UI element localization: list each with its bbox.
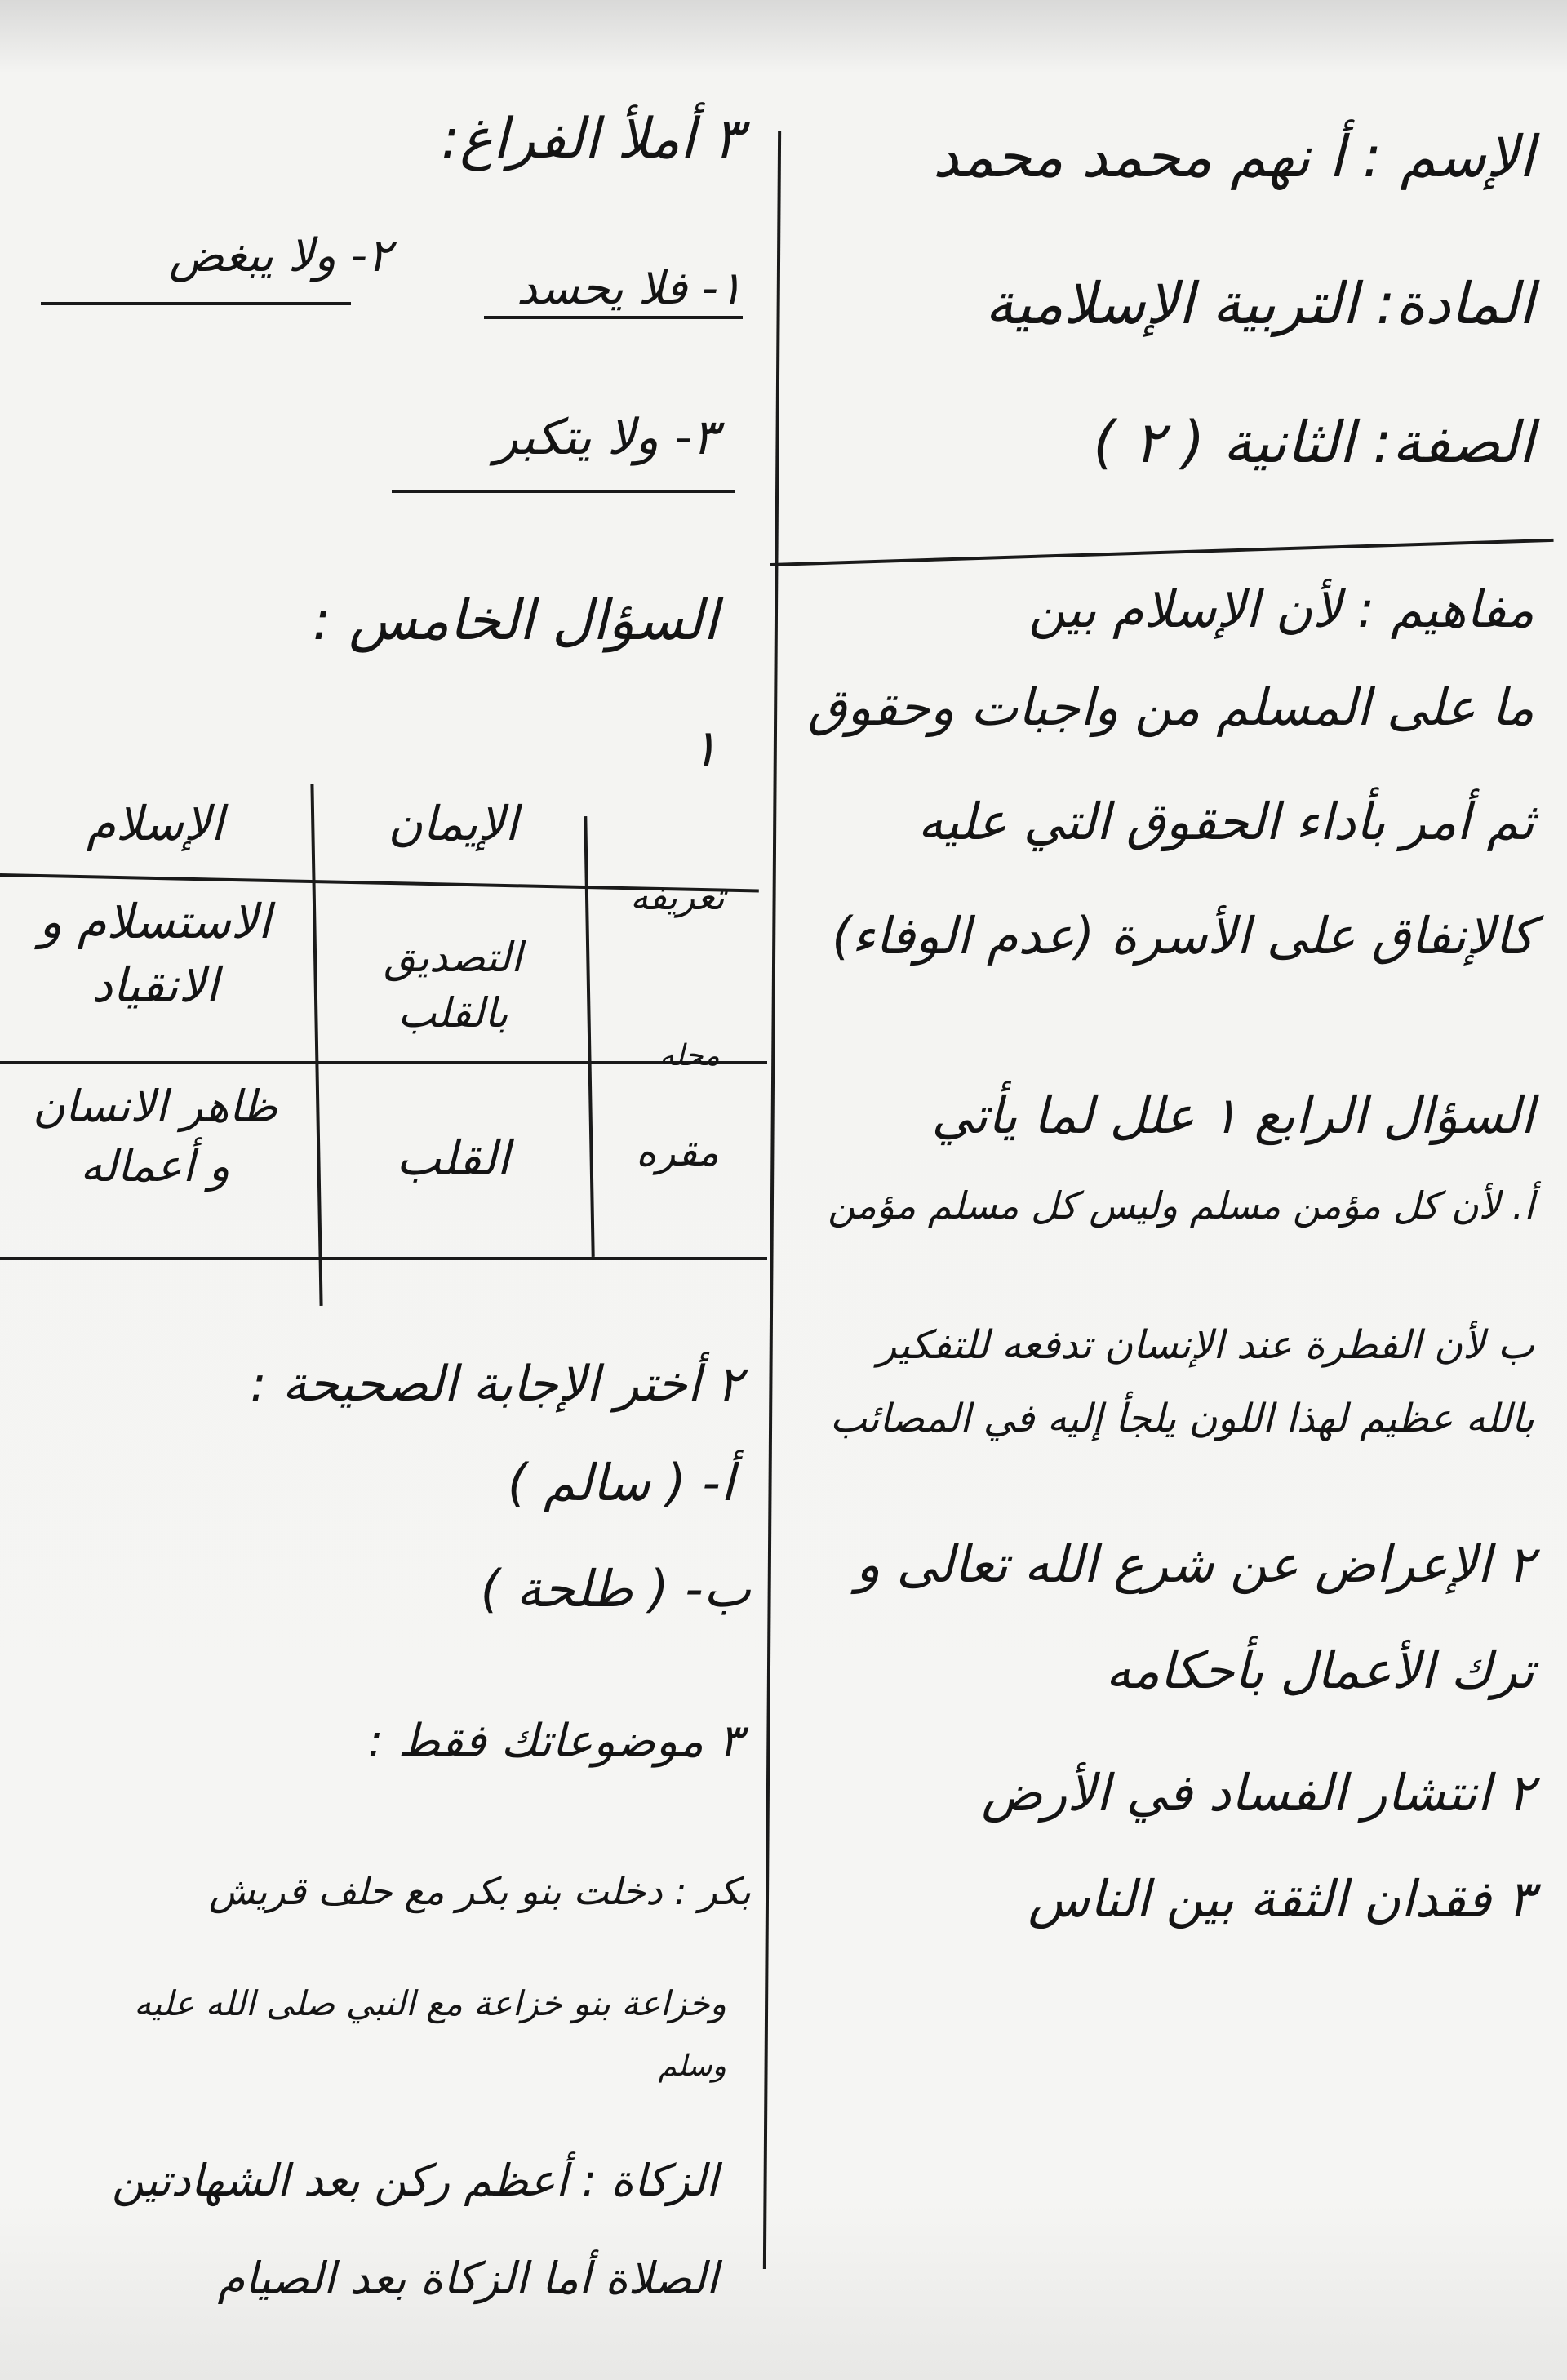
q5-3-line-5: الصلاة أما الزكاة بعد الصيام	[217, 2253, 718, 2304]
q4-answer-c: ٢ انتشار الفساد في الأرض	[981, 1763, 1534, 1823]
fill-answer-2: ٢- ولا يبغض	[169, 229, 392, 282]
q2-line-1: مفاهيم : لأن الإسلام بين	[1028, 579, 1534, 639]
q5-3-line-3: وسلم	[658, 2049, 726, 2083]
table-vrule-1	[310, 784, 322, 1306]
q4-answer-b-2: بالله عظيم لهذا اللون يلجأ إليه في المصائب	[829, 1396, 1534, 1441]
q2-line-3: ثم أمر بأداء الحقوق التي عليه	[917, 792, 1534, 851]
fill-line-3	[392, 490, 735, 493]
header-separator	[770, 539, 1554, 566]
fill-line-2	[41, 302, 351, 305]
grade-line: الصفة: الثانية ( ٢ )	[1093, 409, 1534, 476]
q5-3-line-1: بكر : دخلت بنو بكر مع حلف قريش	[208, 1869, 751, 1913]
fill-answer-1: ١- فلا يحسد	[484, 261, 743, 319]
q4-answer-3: ٣ فقدان الثقة بين الناس	[1028, 1869, 1534, 1929]
q5-3-title: ٣ موضوعاتك فقط :	[367, 1715, 743, 1768]
table-col-iman: الإيمان	[388, 796, 518, 851]
table-vrule-2	[584, 816, 594, 1257]
q5-2-answer-b: ب- ( طلحة )	[480, 1559, 751, 1618]
q4-title: السؤال الرابع ١ علل لما يأتي	[931, 1086, 1534, 1145]
q5-3-line-4: الزكاة : أعظم ركن بعد الشهادتين	[112, 2155, 718, 2206]
table-row-definition: تعريفه	[630, 877, 725, 918]
student-name: الإسم : أ نهم محمد محمد	[932, 123, 1534, 190]
q5-2-title: ٢ أختر الإجابة الصحيحة :	[250, 1356, 743, 1413]
table-col-islam: الإسلام	[86, 796, 224, 851]
table-row-place-note: مقره	[636, 1130, 719, 1175]
fill-answer-3: ٣- ولا يتكبر	[494, 409, 718, 466]
table-islam-definition: الاستسلام و الانقياد	[39, 894, 271, 1014]
subject-line: المادة: التربية الإسلامية	[984, 270, 1534, 337]
table-iman-place: القلب	[396, 1130, 510, 1186]
q2-line-4: كالإنفاق على الأسرة (عدم الوفاء)	[832, 906, 1534, 966]
q4-2-line-2: ترك الأعمال بأحكامه	[1105, 1641, 1534, 1700]
comparison-table	[0, 784, 767, 1306]
q4-answer-a: أ. لأن كل مؤمن مسلم وليس كل مسلم مؤمن	[828, 1183, 1534, 1228]
q3-title: ٣ أملأ الفراغ:	[441, 107, 743, 171]
q5-2-answer-a: أ- ( سالم )	[507, 1453, 735, 1512]
table-iman-definition: التصديق بالقلب	[384, 934, 522, 1037]
q4-2-line-1: ٢ الإعراض عن شرع الله تعالى و	[855, 1534, 1534, 1594]
q4-answer-b-1: ب لأن الفطرة عند الإنسان تدفعه للتفكير	[877, 1322, 1534, 1368]
q5-title: السؤال الخامس :	[312, 588, 718, 653]
table-row-place: محله	[659, 1039, 720, 1072]
table-bottom-rule	[0, 1257, 767, 1260]
q2-line-2: ما على المسلم من واجبات وحقوق	[807, 677, 1534, 737]
table-islam-place: ظاهر الانسان و أعماله	[33, 1081, 277, 1192]
q5-part-1: ١	[690, 719, 718, 779]
q5-3-line-2: وخزاعة بنو خزاعة مع النبي صلى الله عليه	[134, 1983, 726, 2023]
